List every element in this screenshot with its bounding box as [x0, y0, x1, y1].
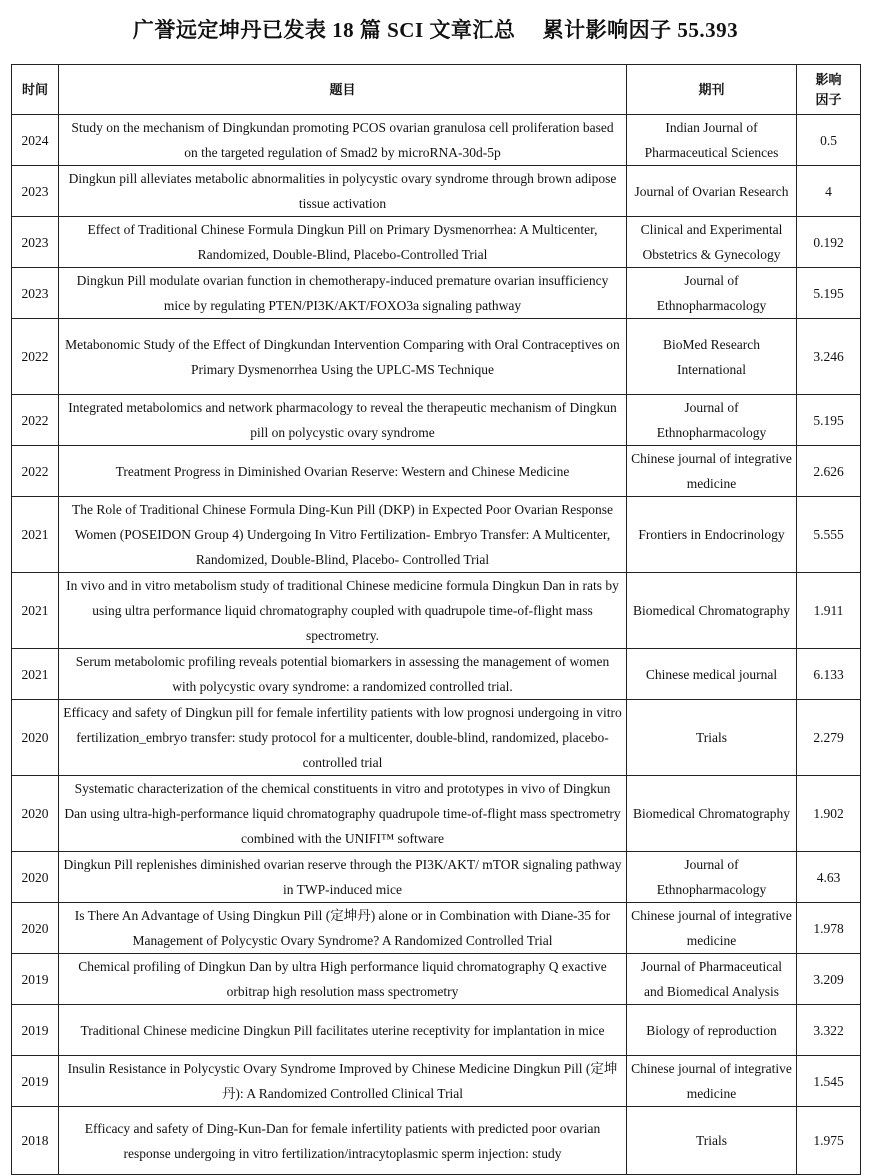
cell-title: Traditional Chinese medicine Dingkun Pill facilitates uterine receptivity for implantation in mice: [59, 1005, 627, 1056]
table-row: [12, 395, 861, 446]
cell-title: Efficacy and safety of Dingkun pill for female infertility patients with low prognosi undergoing in vitro fertilization_embryo transfer: study protocol for a multicenter, double-blind, randomized, placebo-controlled trial: [59, 700, 627, 776]
table-row: [12, 319, 861, 395]
cell-journal: BioMed Research International: [627, 319, 797, 395]
cell-title: Systematic characterization of the chemical constituents in vitro and prototypes in vivo of Dingkun Dan using ultra-high-performance liquid chromatography quadrupole time-of-flight mass spectrometry combined with the UNIFI™ software: [59, 776, 627, 852]
cell-title: Integrated metabolomics and network pharmacology to reveal the therapeutic mechanism of Dingkun pill on polycystic ovary syndrome: [59, 395, 627, 446]
cell-journal: Biomedical Chromatography: [627, 776, 797, 852]
cell-year: 2023: [12, 268, 59, 319]
cell-impact-factor: 1.975: [797, 1107, 861, 1175]
header-title: 题目: [59, 65, 627, 115]
table-row: [12, 115, 861, 166]
cell-year: 2020: [12, 700, 59, 776]
table-row: [12, 573, 861, 649]
sci-articles-table: [11, 64, 861, 1175]
cell-title: Effect of Traditional Chinese Formula Dingkun Pill on Primary Dysmenorrhea: A Multicenter, Randomized, Double-Blind, Placebo-Controlled Trial: [59, 217, 627, 268]
cell-year: 2023: [12, 217, 59, 268]
cell-title: Efficacy and safety of Ding-Kun-Dan for female infertility patients with predicted poor ovarian response undergoing in vitro fertilization/intracytoplasmic sperm injection: study: [59, 1107, 627, 1175]
cell-year: 2019: [12, 1005, 59, 1056]
cell-impact-factor: 6.133: [797, 649, 861, 700]
table-row: [12, 1056, 861, 1107]
cell-journal: Journal of Ethnopharmacology: [627, 395, 797, 446]
cell-impact-factor: 4: [797, 166, 861, 217]
header-impact-factor: [797, 65, 861, 115]
header-journal: 期刊: [627, 65, 797, 115]
cell-impact-factor: 5.195: [797, 268, 861, 319]
table-row: [12, 497, 861, 573]
table-row: [12, 903, 861, 954]
cell-year: 2022: [12, 319, 59, 395]
cell-year: 2019: [12, 1056, 59, 1107]
cell-impact-factor: 1.545: [797, 1056, 861, 1107]
table-header-row: [12, 65, 861, 115]
cell-journal: Frontiers in Endocrinology: [627, 497, 797, 573]
cell-year: 2022: [12, 395, 59, 446]
cell-year: 2021: [12, 649, 59, 700]
cell-impact-factor: 3.322: [797, 1005, 861, 1056]
cell-journal: Chinese medical journal: [627, 649, 797, 700]
cell-title: Dingkun Pill modulate ovarian function in chemotherapy-induced premature ovarian insufficiency mice by regulating PTEN/PI3K/AKT/FOXO3a signaling pathway: [59, 268, 627, 319]
table-row: [12, 1107, 861, 1175]
header-year: 时间: [12, 65, 59, 115]
cell-year: 2022: [12, 446, 59, 497]
cell-journal: Journal of Ethnopharmacology: [627, 852, 797, 903]
cell-title: In vivo and in vitro metabolism study of traditional Chinese medicine formula Dingkun Dan in rats by using ultra performance liquid chromatography coupled with quadrupole time-of-flight mass spectrometry.: [59, 573, 627, 649]
table-row: [12, 268, 861, 319]
cell-year: 2024: [12, 115, 59, 166]
cell-journal: Journal of Ovarian Research: [627, 166, 797, 217]
cell-title: The Role of Traditional Chinese Formula Ding-Kun Pill (DKP) in Expected Poor Ovarian Response Women (POSEIDON Group 4) Undergoing In Vitro Fertilization- Embryo Transfer: A Multicenter, Randomized, Double-Blind, Placebo- Controlled Trial: [59, 497, 627, 573]
cell-journal: Clinical and Experimental Obstetrics & Gynecology: [627, 217, 797, 268]
table-row: [12, 446, 861, 497]
cell-journal: Journal of Pharmaceutical and Biomedical Analysis: [627, 954, 797, 1005]
cell-impact-factor: 0.192: [797, 217, 861, 268]
cell-impact-factor: 5.555: [797, 497, 861, 573]
cell-title: Is There An Advantage of Using Dingkun Pill (定坤丹) alone or in Combination with Diane-35 for Management of Polycystic Ovary Syndrome? A Randomized Controlled Trial: [59, 903, 627, 954]
cell-impact-factor: 5.195: [797, 395, 861, 446]
cell-impact-factor: 1.978: [797, 903, 861, 954]
cell-title: Metabonomic Study of the Effect of Dingkundan Intervention Comparing with Oral Contraceptives on Primary Dysmenorrhea Using the UPLC-MS Technique: [59, 319, 627, 395]
cell-title: Treatment Progress in Diminished Ovarian Reserve: Western and Chinese Medicine: [59, 446, 627, 497]
cell-impact-factor: 3.209: [797, 954, 861, 1005]
cell-impact-factor: 3.246: [797, 319, 861, 395]
table-row: [12, 1005, 861, 1056]
table-row: [12, 217, 861, 268]
cell-title: Dingkun pill alleviates metabolic abnormalities in polycystic ovary syndrome through brown adipose tissue activation: [59, 166, 627, 217]
cell-journal: Journal of Ethnopharmacology: [627, 268, 797, 319]
cell-journal: Biology of reproduction: [627, 1005, 797, 1056]
header-impact-factor-line2: 因子: [815, 91, 842, 107]
page-title: 广誉远定坤丹已发表 18 篇 SCI 文章汇总 累计影响因子 55.393: [132, 18, 739, 42]
cell-year: 2021: [12, 573, 59, 649]
cell-journal: Trials: [627, 1107, 797, 1175]
header-impact-factor-line1: 影响: [815, 71, 842, 87]
cell-journal: Biomedical Chromatography: [627, 573, 797, 649]
cell-title: Chemical profiling of Dingkun Dan by ultra High performance liquid chromatography Q exactive orbitrap high resolution mass spectrometry: [59, 954, 627, 1005]
cell-year: 2020: [12, 776, 59, 852]
cell-impact-factor: 1.911: [797, 573, 861, 649]
cell-impact-factor: 2.626: [797, 446, 861, 497]
cell-title: Serum metabolomic profiling reveals potential biomarkers in assessing the management of women with polycystic ovary syndrome: a randomized controlled trial.: [59, 649, 627, 700]
table-row: [12, 166, 861, 217]
table-row: [12, 776, 861, 852]
cell-impact-factor: 4.63: [797, 852, 861, 903]
cell-journal: Chinese journal of integrative medicine: [627, 903, 797, 954]
cell-title: Insulin Resistance in Polycystic Ovary Syndrome Improved by Chinese Medicine Dingkun Pill (定坤丹): A Randomized Controlled Clinical Trial: [59, 1056, 627, 1107]
cell-title: Study on the mechanism of Dingkundan promoting PCOS ovarian granulosa cell proliferation based on the targeted regulation of Smad2 by microRNA-30d-5p: [59, 115, 627, 166]
cell-year: 2018: [12, 1107, 59, 1175]
table-row: [12, 649, 861, 700]
cell-journal: Chinese journal of integrative medicine: [627, 1056, 797, 1107]
table-row: [12, 954, 861, 1005]
cell-journal: Trials: [627, 700, 797, 776]
cell-year: 2020: [12, 903, 59, 954]
cell-year: 2023: [12, 166, 59, 217]
cell-year: 2021: [12, 497, 59, 573]
cell-impact-factor: 2.279: [797, 700, 861, 776]
cell-journal: Indian Journal of Pharmaceutical Sciences: [627, 115, 797, 166]
cell-year: 2019: [12, 954, 59, 1005]
table-row: [12, 852, 861, 903]
cell-impact-factor: 1.902: [797, 776, 861, 852]
cell-title: Dingkun Pill replenishes diminished ovarian reserve through the PI3K/AKT/ mTOR signaling pathway in TWP-induced mice: [59, 852, 627, 903]
cell-year: 2020: [12, 852, 59, 903]
table-row: [12, 700, 861, 776]
cell-impact-factor: 0.5: [797, 115, 861, 166]
cell-journal: Chinese journal of integrative medicine: [627, 446, 797, 497]
